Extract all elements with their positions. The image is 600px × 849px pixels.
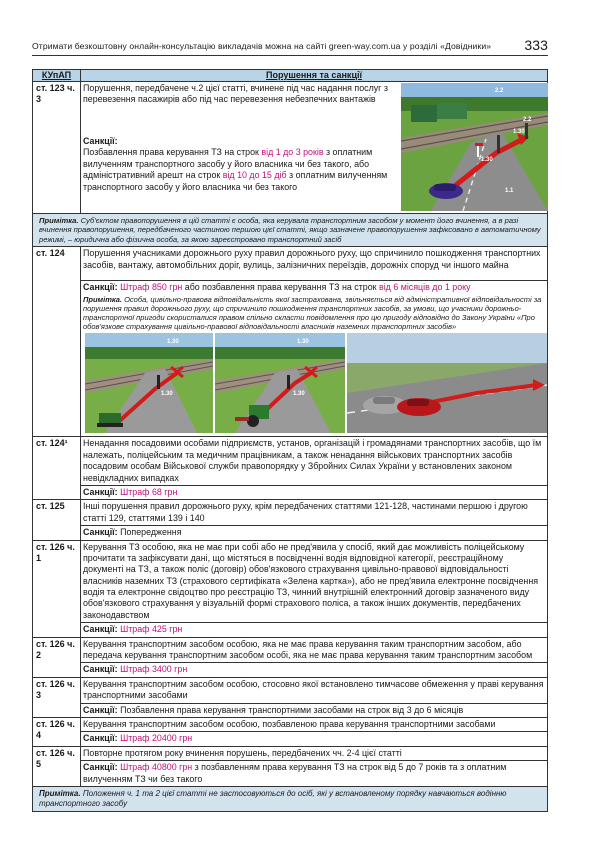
article-number: ст. 123 ч. 3 — [33, 82, 81, 214]
sign-label: 1.30 — [293, 391, 305, 398]
note-label: Примітка. — [83, 294, 123, 304]
table-row — [33, 718, 548, 747]
violation-text: Повторне протягом року вчинення порушень, передбачених чч. 2-4 цієї статті — [81, 747, 547, 761]
railway-crossing-illustration — [401, 83, 548, 211]
collision-illustration — [347, 333, 547, 433]
sanctions-label: Санкції: — [83, 624, 118, 635]
table-row — [33, 247, 548, 437]
tractor-illustration — [215, 333, 345, 433]
sanctions-label: Санкції: — [83, 762, 118, 773]
sign-label: 1.30 — [513, 129, 525, 135]
sanctions-label: Санкції: — [83, 486, 118, 497]
fine-amount: Штраф 425 грн — [120, 624, 183, 635]
sanctions-label: Санкції: — [83, 282, 118, 293]
sanctions: Санкції: Позбавлення права керування ТЗ на строк від 1 до 3 років з оплатним вилученням транспортного засобу у його власника чи без такого, або адміністративний арешт на строк від 10 до 15 діб з оплатним вилученням транспортного засобу у його власника чи без такого — [83, 136, 398, 193]
sanctions — [81, 526, 547, 539]
note: Примітка. Суб'єктом правопорушення в цій статті є особа, яка керувала транспортним засобом у момент його вчинення, а в разі вчинення правопорушення, передбаченого частиною першою цієї статті, якщо зазначене правопорушення зафіксовано в автоматичному режимі, – юридична або фізична особа, за якою зареєстровано транспортний засіб — [33, 214, 548, 247]
sanctions — [81, 732, 547, 745]
note-label: Примітка. — [39, 216, 79, 225]
note: Примітка. Особа, цивільно-правова відповідальність якої застрахована, звільняється від адміністративної відповідальності за порушення правил дорожнього руху, що спричинило пошкодження транспортних засобів, за умови, що учасники дорожньо-транспортної пригоди скористалися правом спільно скласти повідомлення про цю пригоду відповідно до Закону України «Про обов'язкове страхування цивільно-правової відповідальності власників наземних транспортних засобів» — [83, 294, 542, 332]
header-rule — [32, 55, 548, 56]
tracked-vehicle-illustration — [85, 333, 213, 433]
violation-text: Керування транспортним засобом особою, яка не має права керування таким транспортним засобом, або передача керування транспортним засобом особі, яка не має права керування таким транспортним засобом — [81, 638, 547, 664]
note-label: Примітка. — [39, 788, 81, 798]
violation-text: Порушення, передбачене ч.2 цієї статті, вчинене під час надання послуг з перевезення пасажирів або під час перевезення небезпечних вантажів — [83, 83, 388, 105]
col-kupap-header: КУпАП — [33, 70, 81, 82]
page-number: 333 — [524, 37, 548, 53]
sanctions-label: Санкції: — [83, 733, 118, 744]
table-row — [33, 677, 548, 717]
article-number: ст. 126 ч. 1 — [33, 540, 81, 637]
article-number: ст. 126 ч. 5 — [33, 746, 81, 786]
article-number: ст. 126 ч. 4 — [33, 718, 81, 747]
fine-amount: Штраф 20400 грн — [120, 733, 193, 744]
sanctions: Санкції: Штраф 850 грн або позбавлення права керування ТЗ на строк від 6 місяців до 1 року — [83, 282, 471, 293]
sign-label: 1.30 — [167, 339, 179, 346]
fine-amount: Штраф 68 грн — [120, 486, 178, 497]
article-number: ст. 124 — [33, 247, 81, 437]
article-number: ст. 126 ч. 3 — [33, 677, 81, 717]
page-header — [32, 38, 548, 54]
sign-label: 2.2 — [523, 117, 532, 123]
illustrations — [83, 333, 545, 435]
fine-amount: Штраф 850 грн — [120, 282, 183, 293]
table-header-row — [33, 70, 548, 82]
violation-text: Керування транспортним засобом особою, стосовно якої встановлено тимчасове обмеження у праві керування транспортними засобами — [81, 678, 547, 704]
sanction-arrest-term: від 10 до 15 діб — [222, 170, 287, 181]
sign-label: 1.30 — [481, 157, 493, 163]
table-row — [33, 437, 548, 500]
table-row — [33, 82, 548, 214]
sign-label: 1.30 — [161, 391, 173, 398]
sanctions-label: Санкції: — [83, 664, 118, 675]
sanction-term: від 1 до 3 років — [261, 147, 324, 158]
sanctions-label: Санкції: — [83, 136, 118, 146]
table-row — [33, 540, 548, 637]
note-row — [33, 214, 548, 247]
road-marking-label: 1.1 — [505, 188, 514, 194]
sanctions-label: Санкції: — [83, 527, 118, 538]
violation-text: Інші порушення правил дорожнього руху, крім передбачених статтями 121-128, частинами першою і другою статті 129, статтями 139 і 140 — [81, 500, 547, 526]
article-number: ст. 124¹ — [33, 437, 81, 500]
sanctions — [81, 486, 547, 499]
sanctions — [81, 623, 547, 636]
violation-text: Керування ТЗ особою, яка не має при собі або не пред'явила у спосіб, який дає можливість поліцейському прочитати та зафіксувати дані, що містяться в посвідченні водія відповідної категорії, реєстраційному документі на ТЗ, а також поліс (договір) обов'язкового страхування цивільно-правової відповідальності власників наземних ТЗ (страхового сертифіката «Зелена картка»), або не пред'явила електронне посвідчення водія та електронне свідоцтво про реєстрацію ТЗ, чинний внутрішній електронний договір зазначеного виду обов'язкового страхування у візуальній формі страхового поліса, а також інших документів, передбачених законодавством — [81, 541, 547, 624]
header-text: Отримати безкоштовну онлайн-консультацію викладачів можна на сайті green-way.com.ua у розділі «Довідники» — [32, 41, 492, 51]
fine-amount: Штраф 3400 грн — [120, 664, 188, 675]
violations-table — [32, 69, 548, 812]
table-row — [33, 746, 548, 786]
article-number: ст. 125 — [33, 500, 81, 540]
sign-label: 1.30 — [297, 339, 309, 346]
note-row — [33, 786, 548, 811]
sanction-text: Позбавлення права керування транспортними засобами на строк від 3 до 6 місяців — [120, 704, 464, 715]
sanction-text: Попередження — [120, 527, 182, 538]
fine-amount: Штраф 40800 грн — [120, 762, 193, 773]
sanctions — [81, 704, 547, 717]
note: Примітка. Положення ч. 1 та 2 цієї статті не застосовуються до осіб, які у встановленому порядку навчаються водінню транспортного засобу — [33, 786, 548, 811]
table-row — [33, 500, 548, 540]
sanctions — [81, 663, 547, 676]
sanctions-label: Санкції: — [83, 704, 118, 715]
article-number: ст. 126 ч. 2 — [33, 637, 81, 677]
violation-text: Порушення учасниками дорожнього руху правил дорожнього руху, що спричинило пошкодження транспортних засобів, вантажу, автомобільних доріг, вулиць, залізничних переїздів, дорожніх споруд чи іншого майна — [81, 247, 547, 281]
sanction-term: від 6 місяців до 1 року — [379, 282, 471, 293]
violation-text: Керування транспортним засобом особою, позбавленою права керування транспортними засобами — [81, 718, 547, 732]
table-row — [33, 637, 548, 677]
violation-text: Ненадання посадовими особами підприємств, установ, організацій і громадянами транспортних засобів, що їм належать, поліцейським та медичним працівникам, а також ненадання військових транспортних засобів посадовим особам Військової служби правопорядку у Збройних Силах України у встановлених законом невідкладних випадках — [81, 437, 547, 486]
col-violations-header: Порушення та санкції — [81, 70, 548, 82]
sanctions: Санкції: Штраф 40800 грн з позбавленням права керування ТЗ на строк від 5 до 7 років та з оплатним вилученням ТЗ чи без такого — [83, 762, 507, 784]
sign-label: 2.2 — [495, 88, 504, 94]
